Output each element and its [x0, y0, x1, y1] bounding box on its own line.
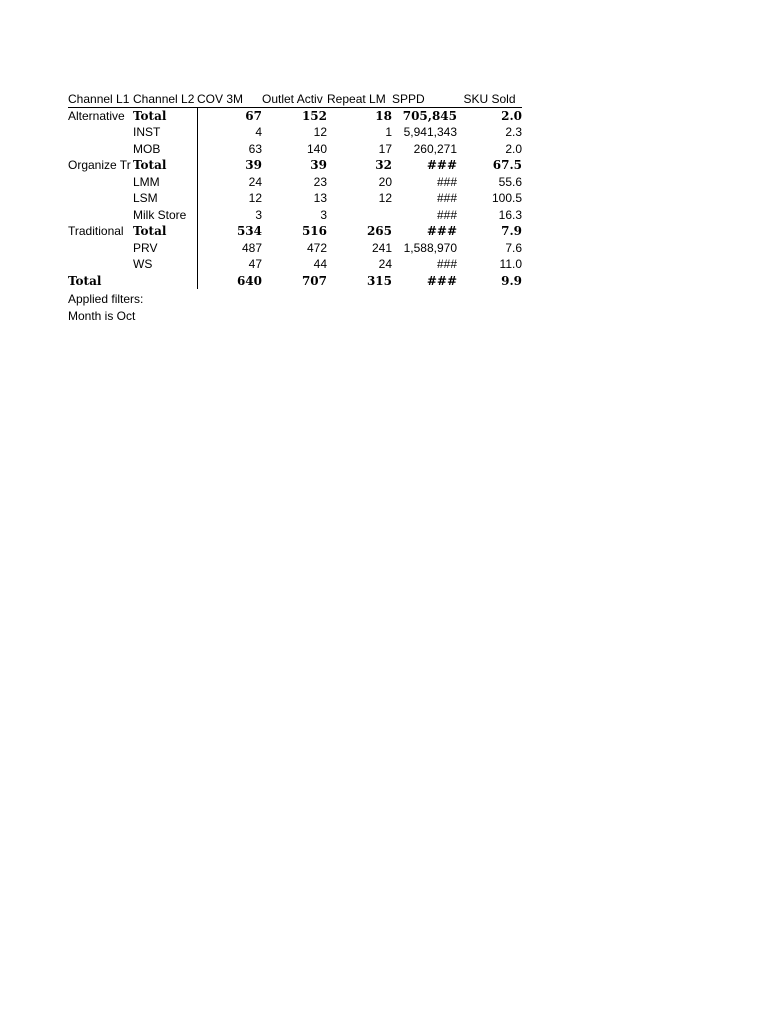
grand-total-cov[interactable]: 640: [236, 273, 262, 288]
cell-sppd[interactable]: 1,588,970: [403, 240, 457, 255]
cell-sppd[interactable]: ###: [426, 158, 457, 173]
cell-repeat-lm[interactable]: [327, 207, 392, 224]
table-row: [68, 124, 522, 141]
cell-sppd[interactable]: 705,845: [402, 108, 457, 123]
cell-cov-3m[interactable]: 3: [255, 207, 262, 222]
grand-total-outlet[interactable]: 707: [301, 273, 327, 288]
cell-outlet-active[interactable]: 13: [313, 191, 327, 206]
cell-cov-3m[interactable]: 487: [241, 240, 262, 255]
cell-channel-l1[interactable]: [68, 124, 133, 141]
header-channel-l2[interactable]: Channel L2: [133, 90, 197, 107]
grand-total-repeat[interactable]: 315: [366, 273, 392, 288]
cell-cov-3m[interactable]: 47: [248, 257, 262, 272]
cell-channel-l1[interactable]: [68, 207, 133, 224]
header-outlet-active[interactable]: Outlet Activ: [262, 90, 327, 107]
pivot-body: [68, 107, 522, 273]
header-repeat-lm[interactable]: Repeat LM: [327, 90, 392, 107]
cell-sppd[interactable]: 260,271: [413, 141, 457, 156]
cell-channel-l2[interactable]: LMM: [133, 174, 197, 191]
table-row: [68, 190, 522, 207]
cell-repeat-lm[interactable]: 241: [371, 240, 392, 255]
cell-sku-sold[interactable]: 11.0: [499, 257, 522, 272]
table-row: [68, 174, 522, 191]
grand-total-sppd[interactable]: ###: [426, 273, 457, 288]
cell-channel-l1[interactable]: Organize Tr: [68, 158, 131, 173]
cell-channel-l1[interactable]: [68, 141, 133, 158]
cell-sppd[interactable]: 5,941,343: [403, 125, 457, 140]
cell-repeat-lm[interactable]: 20: [378, 174, 392, 189]
filter-item: Month is Oct: [68, 308, 136, 323]
cell-sku-sold[interactable]: 55.6: [498, 174, 522, 189]
cell-channel-l1[interactable]: [68, 190, 133, 207]
cell-cov-3m[interactable]: 24: [248, 174, 262, 189]
cell-sppd[interactable]: ###: [426, 224, 457, 239]
cell-sku-sold[interactable]: 7.6: [505, 240, 522, 255]
cell-channel-l2[interactable]: MOB: [133, 141, 197, 158]
cell-sku-sold[interactable]: 2.0: [505, 141, 522, 156]
cell-sppd[interactable]: ###: [436, 191, 457, 206]
cell-channel-l2[interactable]: INST: [133, 124, 197, 141]
cell-channel-l2[interactable]: Total: [133, 107, 197, 124]
pivot-table: [68, 90, 522, 289]
cell-sku-sold[interactable]: 67.5: [492, 158, 522, 173]
cell-channel-l2[interactable]: LSM: [133, 190, 197, 207]
cell-outlet-active[interactable]: 140: [306, 141, 327, 156]
cell-outlet-active[interactable]: 3: [320, 207, 327, 222]
cell-sppd[interactable]: ###: [436, 207, 457, 222]
cell-repeat-lm[interactable]: 18: [375, 108, 392, 123]
table-row: [68, 256, 522, 273]
cell-cov-3m[interactable]: 534: [236, 224, 262, 239]
cell-sku-sold[interactable]: 2.3: [505, 125, 522, 140]
cell-cov-3m[interactable]: 12: [248, 191, 262, 206]
grand-total-label[interactable]: Total: [68, 273, 102, 288]
cell-outlet-active[interactable]: 516: [301, 224, 327, 239]
cell-channel-l2[interactable]: PRV: [133, 240, 197, 257]
cell-repeat-lm[interactable]: 12: [378, 191, 392, 206]
cell-channel-l1[interactable]: [68, 240, 133, 257]
cell-cov-3m[interactable]: 4: [255, 125, 262, 140]
cell-channel-l2[interactable]: Total: [133, 157, 197, 174]
cell-outlet-active[interactable]: 44: [313, 257, 327, 272]
cell-sppd[interactable]: ###: [436, 257, 457, 272]
cell-outlet-active[interactable]: 23: [313, 174, 327, 189]
subtotal-row: [68, 157, 522, 174]
cell-outlet-active[interactable]: 12: [313, 125, 327, 140]
subtotal-row: [68, 107, 522, 124]
cell-cov-3m[interactable]: 39: [245, 158, 262, 173]
cell-repeat-lm[interactable]: 24: [378, 257, 392, 272]
cell-channel-l2[interactable]: Total: [133, 223, 197, 240]
cell-cov-3m[interactable]: 67: [245, 108, 262, 123]
cell-repeat-lm[interactable]: 265: [366, 224, 392, 239]
applied-filters: [68, 291, 143, 324]
cell-outlet-active[interactable]: 472: [306, 240, 327, 255]
cell-channel-l1[interactable]: [68, 174, 133, 191]
cell-repeat-lm[interactable]: 1: [385, 125, 392, 140]
table-row: [68, 141, 522, 158]
cell-sku-sold[interactable]: 100.5: [491, 191, 522, 206]
header-sku-sold[interactable]: SKU Sold: [457, 90, 522, 107]
cell-repeat-lm[interactable]: 17: [378, 141, 392, 156]
header-cov-3m[interactable]: COV 3M: [197, 90, 262, 107]
grand-total-sku[interactable]: 9.9: [501, 273, 522, 288]
cell-outlet-active[interactable]: 39: [310, 158, 327, 173]
grand-total-l2-cell[interactable]: [133, 273, 197, 290]
subtotal-row: [68, 223, 522, 240]
grand-total-row: [68, 273, 522, 290]
cell-sppd[interactable]: ###: [436, 174, 457, 189]
filters-title: Applied filters:: [68, 292, 144, 306]
cell-sku-sold[interactable]: 16.3: [498, 207, 522, 222]
cell-channel-l2[interactable]: WS: [133, 256, 197, 273]
table-row: [68, 207, 522, 224]
cell-sku-sold[interactable]: 2.0: [501, 108, 522, 123]
header-row: [68, 90, 522, 107]
cell-sku-sold[interactable]: 7.9: [501, 224, 522, 239]
cell-channel-l1[interactable]: [68, 256, 133, 273]
cell-repeat-lm[interactable]: 32: [375, 158, 392, 173]
cell-outlet-active[interactable]: 152: [301, 108, 327, 123]
cell-channel-l1[interactable]: Alternative: [68, 108, 125, 123]
header-channel-l1[interactable]: Channel L1: [68, 90, 133, 107]
cell-channel-l1[interactable]: Traditional: [68, 224, 124, 239]
cell-channel-l2[interactable]: Milk Store: [133, 207, 197, 224]
cell-cov-3m[interactable]: 63: [248, 141, 262, 156]
header-sppd[interactable]: SPPD: [392, 90, 457, 107]
table-row: [68, 240, 522, 257]
